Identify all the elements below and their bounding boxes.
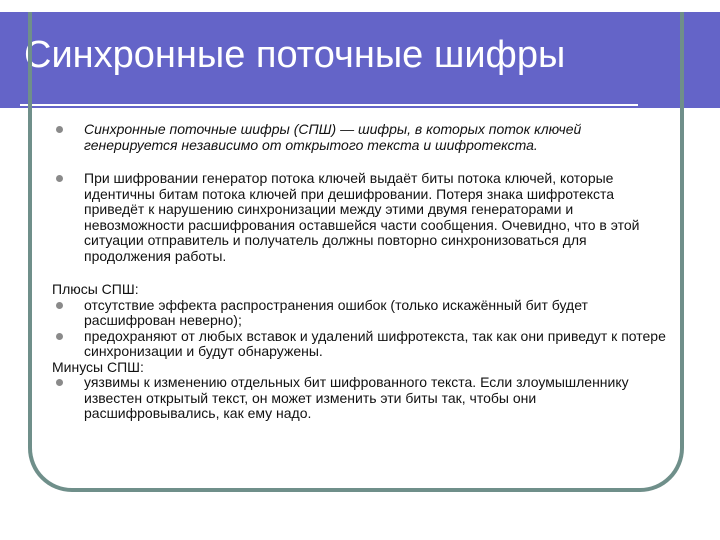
- bullet-dot-icon: [56, 379, 63, 386]
- pros-item-text: отсутствие эффекта распространения ошибок (только искажённый бит будет расшифрован неверно);: [84, 296, 588, 328]
- pros-heading: Плюсы СПШ:: [52, 281, 139, 297]
- bullet-text: Синхронные поточные шифры (СПШ) — шифры, в которых поток ключей генерируется независимо от открытого текста и шифротекста.: [84, 121, 582, 153]
- bullet-dot-icon: [56, 175, 63, 182]
- slide-title: Синхронные поточные шифры: [24, 34, 566, 76]
- pros-item-text: предохраняют от любых вставок и удалений шифротекста, так как они приведут к потере синхронизации и будут обнаружены.: [84, 327, 666, 359]
- cons-heading: Минусы СПШ:: [52, 358, 144, 375]
- bullet-text: При шифровании генератор потока ключей выдаёт биты потока ключей, которые идентичны битам потока ключей при дешифровании. Потеря знака шифротекста приведёт к нарушению синхронизации между этими двумя генераторами и невозможности расшифрования оставшейся части сообщения. Очевидно, что в этой ситуации отправитель и получатель должны повторно синхронизоваться для продолжения работы.: [84, 170, 640, 264]
- pros-item: [52, 329, 668, 360]
- bullet-dot-icon: [56, 333, 63, 340]
- bullet-item-description: [52, 171, 668, 264]
- bullet-dot-icon: [56, 126, 63, 133]
- bullet-item-definition: [52, 122, 668, 153]
- slide-body: [52, 122, 668, 422]
- bullet-dot-icon: [56, 302, 63, 309]
- cons-item: [52, 375, 668, 422]
- cons-item-text: уязвимы к изменению отдельных бит шифрованного текста. Если злоумышленнику известен открытый текст, он может изменить эти биты так, чтобы они расшифровывались, как ему надо.: [84, 374, 629, 421]
- pros-item: [52, 298, 668, 329]
- pros-cons-section: [52, 282, 668, 422]
